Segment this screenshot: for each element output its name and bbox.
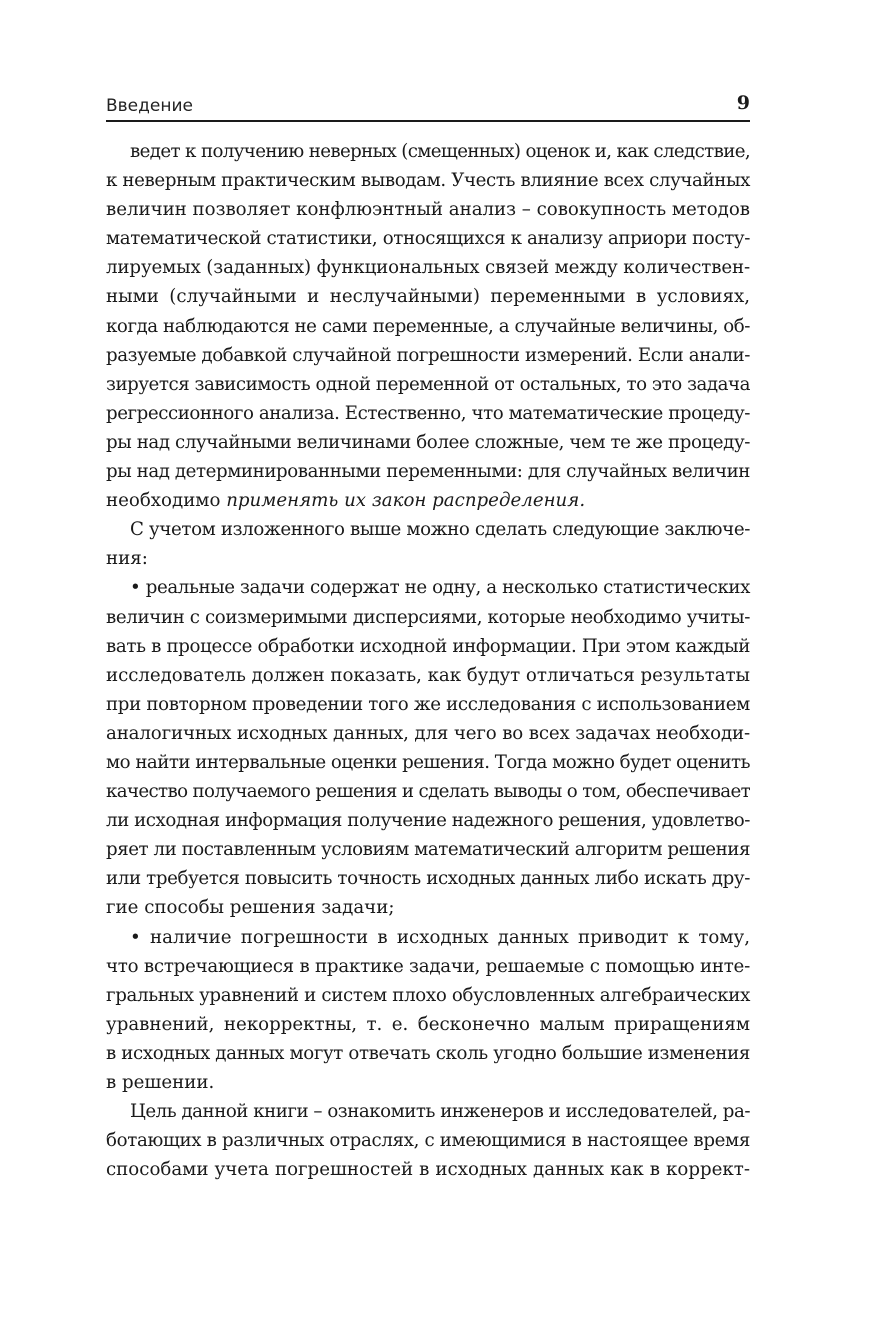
text-line: способами учета погрешностей в исходных данных как в коррект- [106,1159,750,1181]
paragraph [106,1097,750,1184]
text-line: зируется зависимость одной переменной от остальных, то это задача [106,373,750,395]
text-line: гие способы решения задачи; [106,897,395,919]
page-number: 9 [736,92,750,114]
paragraph [106,137,750,515]
text-line: ряет ли поставленным условиям математический алгоритм решения [106,839,750,861]
text-line: ры над детерминированными переменными: для случайных величин [106,461,750,483]
text-line: к неверным практическим выводам. Учесть влияние всех случайных [106,170,751,192]
text-line: математической статистики, относящихся к анализу априори посту- [106,228,751,250]
text-line: аналогичных исходных данных, для чего во всех задачах необходи- [106,722,750,744]
running-title: Введение [106,96,193,116]
text-line: что встречающиеся в практике задачи, решаемые с помощью инте- [106,955,750,977]
text-line: гральных уравнений и систем плохо обусловленных алгебраических [106,984,751,1006]
text-line: разуемые добавкой случайной погрешности измерений. Если анали- [106,344,751,366]
text-line: когда наблюдаются не сами переменные, а случайные величины, об- [106,315,750,337]
text-line: в исходных данных могут отвечать сколь угодно большие изменения [106,1042,750,1064]
text-line: ры над случайными величинами более сложные, чем те же процеду- [106,431,751,453]
text-line: вать в процессе обработки исходной информации. При этом каждый [106,635,750,657]
text-line: лируемых (заданных) функциональных связей между количествен- [106,257,750,279]
text-line: ными (случайными и неслучайными) переменными в условиях, [106,286,750,308]
page-header [106,88,750,122]
text-line: • реальные задачи содержат не одну, а несколько статистических [130,577,751,599]
text-line: уравнений, некорректны, т. е. бесконечно малым приращениям [106,1013,750,1035]
text-line: величин с соизмеримыми дисперсиями, которые необходимо учиты- [106,606,751,628]
text-line: ботающих в различных отраслях, с имеющимися в настоящее время [106,1130,750,1152]
text-line: • наличие погрешности в исходных данных приводит к тому, [130,926,750,948]
text-line: качество получаемого решения и сделать выводы о том, обеспечивает [106,781,751,803]
book-page [106,88,750,1184]
text-line: в решении. [106,1072,215,1093]
text-line: ведет к получению неверных (смещенных) оценок и, как следствие, [130,141,750,162]
text-line: исследователь должен показать, как будут отличаться результаты [106,664,750,686]
text-italic-emphasis: применять их закон распределения. [226,490,586,512]
text-line: мо найти интервальные оценки решения. Тогда можно будет оценить [106,751,750,773]
text-line: С учетом изложенного выше можно сделать следующие заключе- [130,519,750,541]
paragraph [106,515,750,573]
text-line: при повторном проведении того же исследования с использованием [106,693,750,715]
text-line: Цель данной книги – ознакомить инженеров и исследователей, ра- [130,1101,750,1123]
text-line: величин позволяет конфлюэнтный анализ – совокупность методов [106,199,750,221]
text-line: ли исходная информация получение надежного решения, удовлетво- [106,810,750,832]
text-line: ния: [106,548,148,570]
body-text [106,137,750,1184]
text-line: регрессионного анализа. Естественно, что математические процеду- [106,402,750,424]
text-plain: необходимо [106,490,227,512]
text-line [106,486,750,515]
paragraph [106,923,750,1098]
text-line: или требуется повысить точность исходных данных либо искать дру- [106,868,751,890]
paragraph [106,573,750,922]
